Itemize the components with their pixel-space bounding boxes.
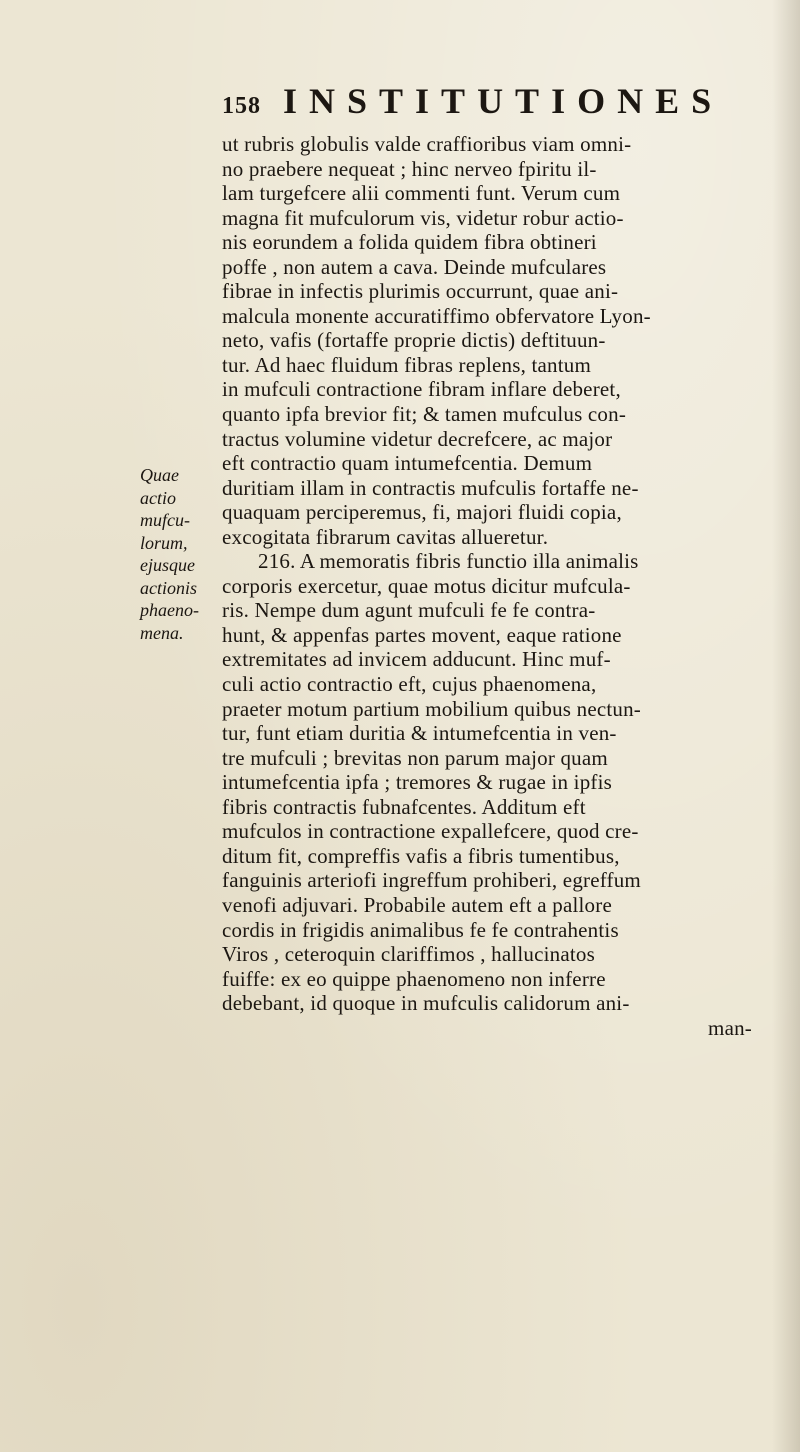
margin-note-line: actionis xyxy=(140,577,197,598)
text-line: ditum fit, compreffis vafis a fibris tumentibus, xyxy=(222,843,620,868)
text-line: debebant, id quoque in mufculis calidorum ani- xyxy=(222,991,630,1016)
text-line: venofi adjuvari. Probabile autem eft a pallore xyxy=(222,892,612,917)
text-line: intumefcentia ipfa ; tremores & rugae in ipfis xyxy=(222,770,612,795)
text-line: culi actio contractio eft, cujus phaenomena, xyxy=(222,672,597,697)
text-line: excogitata fibrarum cavitas allueretur. xyxy=(222,524,549,549)
text-line: quaquam perciperemus, fi, majori fluidi copia, xyxy=(222,500,622,525)
text-line: no praebere nequeat ; hinc nerveo fpiritu il- xyxy=(222,156,597,181)
text-line: duritiam illam in contractis mufculis fortaffe ne- xyxy=(222,475,639,500)
text-line: tre mufculi ; brevitas non parum major quam xyxy=(222,745,608,770)
text-line: corporis exercetur, quae motus dicitur mufcula- xyxy=(222,573,631,598)
text-line: praeter motum partium mobilium quibus nectun- xyxy=(222,696,642,721)
text-line: fibrae in infectis plurimis occurrunt, quae ani- xyxy=(222,279,619,304)
margin-note-line: actio xyxy=(140,487,176,508)
catchword: man- xyxy=(708,1015,752,1040)
text-line: fuiffe: ex eo quippe phaenomeno non inferre xyxy=(222,966,606,991)
text-line: hunt, & appenfas partes movent, eaque ratione xyxy=(222,622,622,647)
text-line: nis eorundem a folida quidem fibra obtineri xyxy=(222,230,597,255)
text-line: ut rubris globulis valde craffioribus viam omni- xyxy=(222,132,632,156)
text-line: quanto ipfa brevior fit; & tamen mufculus con- xyxy=(222,402,627,427)
text-line: neto, vafis (fortaffe proprie dictis) deftituun- xyxy=(222,328,606,353)
text-line: mufculos in contractione expallefcere, quod cre- xyxy=(222,819,639,844)
margin-note-line: mena. xyxy=(140,622,184,643)
text-line: Viros , ceteroquin clariffimos , hallucinatos xyxy=(222,942,596,967)
margin-note-line: Quae xyxy=(140,465,179,485)
text-line: fanguinis arteriofi ingreffum prohiberi, egreffum xyxy=(222,868,641,893)
text-line: tractus volumine videtur decrefcere, ac major xyxy=(222,426,613,451)
page-header xyxy=(222,80,724,126)
margin-note-line: phaeno- xyxy=(140,600,199,620)
paragraph-start-line: 216. A memoratis fibris functio illa animalis xyxy=(258,549,639,574)
text-line: poffe , non autem a cava. Deinde mufculares xyxy=(222,254,607,279)
text-line: ris. Nempe dum agunt mufculi fe fe contra- xyxy=(222,598,596,623)
margin-note-line: ejusque xyxy=(140,555,195,575)
margin-note-line: lorum, xyxy=(140,532,188,553)
text-line: in mufculi contractione fibram inflare deberet, xyxy=(222,377,621,402)
text-line: extremitates ad invicem adducunt. Hinc muf- xyxy=(222,647,611,672)
text-line: cordis in frigidis animalibus fe fe contrahentis xyxy=(222,917,619,942)
text-line: tur. Ad haec fluidum fibras replens, tantum xyxy=(222,352,592,377)
text-line: fibris contractis fubnafcentes. Additum eft xyxy=(222,794,586,819)
text-line: lam turgefcere alii commenti funt. Verum cum xyxy=(222,181,621,206)
margin-note-line: mufcu- xyxy=(140,510,190,530)
text-line: magna fit mufculorum vis, videtur robur actio- xyxy=(222,205,624,230)
text-line: tur, funt etiam duritia & intumefcentia in ven- xyxy=(222,721,617,746)
text-line: eft contractio quam intumefcentia. Demum xyxy=(222,451,593,476)
running-title: INSTITUTIONES xyxy=(283,81,724,121)
page-number: 158 xyxy=(222,93,261,119)
body-text xyxy=(222,132,792,1040)
text-line: malcula monente accuratiffimo obfervatore Lyon- xyxy=(222,303,651,328)
margin-note xyxy=(140,464,199,644)
